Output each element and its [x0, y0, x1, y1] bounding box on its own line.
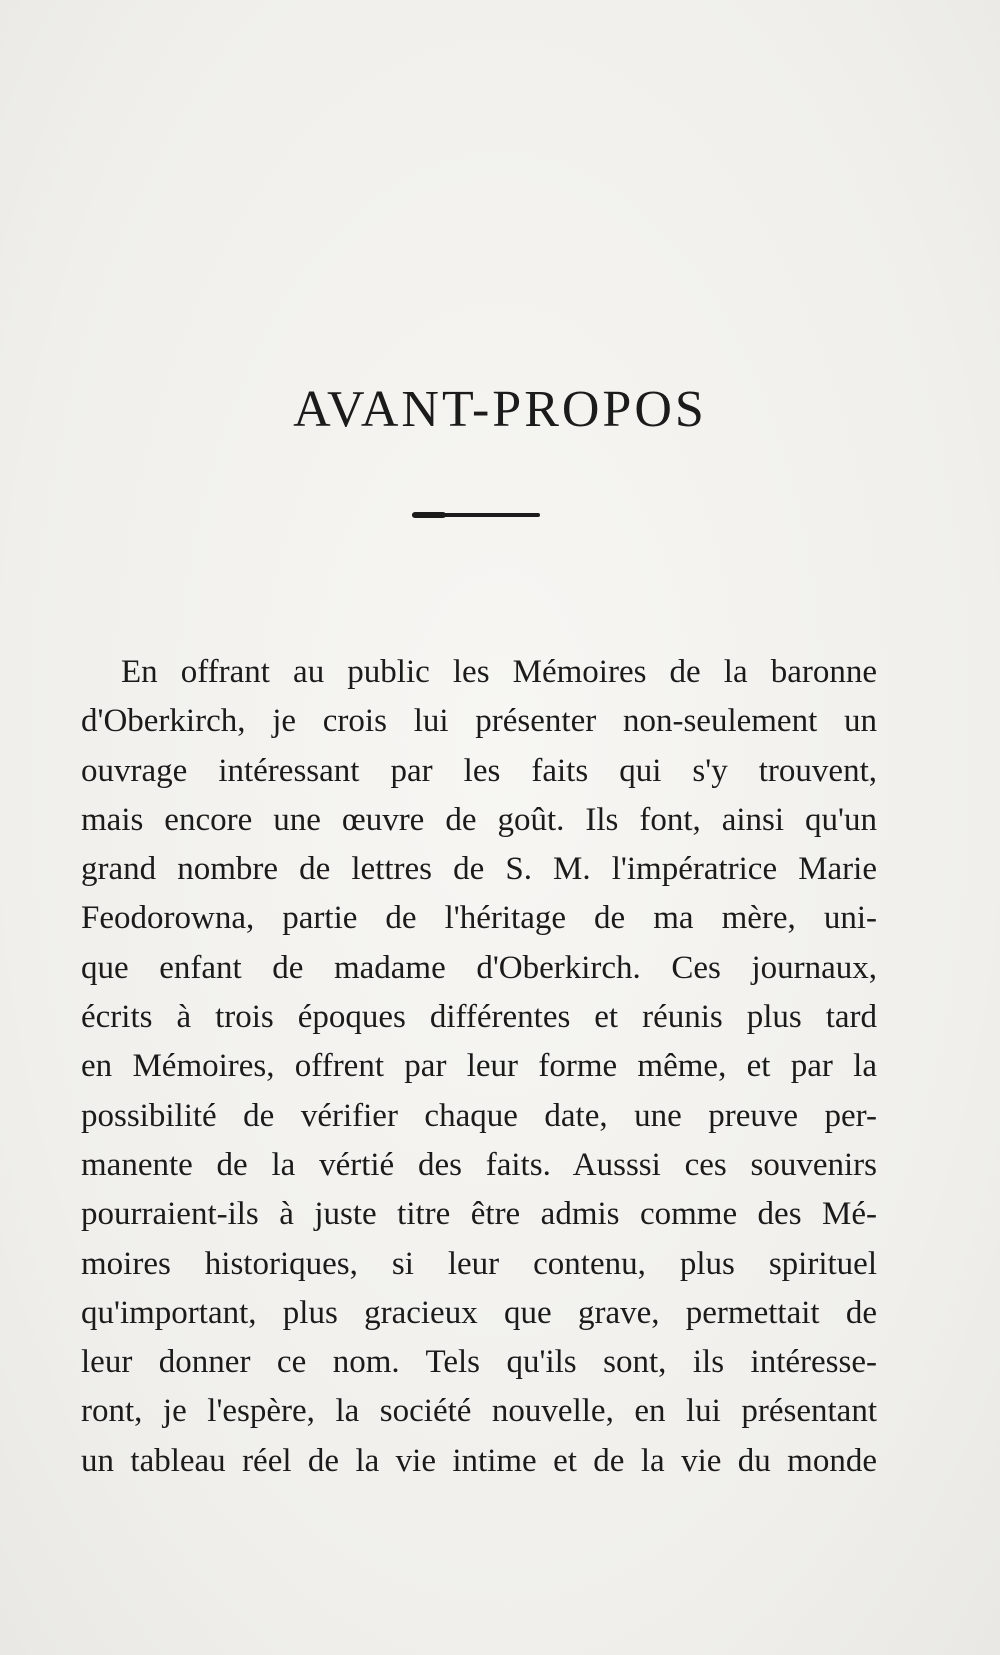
paragraph-line: En offrant au public les Mémoires de la baronne — [121, 654, 877, 690]
paragraph-line: grand nombre de lettres de S. M. l'impératrice Marie — [81, 851, 877, 888]
paragraph-line: d'Oberkirch, je crois lui présenter non-seulement un — [81, 703, 877, 740]
paragraph-line: Feodorowna, partie de l'héritage de ma mère, uni- — [81, 900, 877, 937]
paragraph-line: ouvrage intéressant par les faits qui s'y trouvent, — [81, 752, 877, 789]
paragraph-line: leur donner ce nom. Tels qu'ils sont, ils intéresse- — [81, 1344, 877, 1381]
paragraph-line: moires historiques, si leur contenu, plus spirituel — [81, 1245, 877, 1282]
paragraph-line: un tableau réel de la vie intime et de la vie du monde — [81, 1442, 877, 1479]
paragraph-line: ront, je l'espère, la société nouvelle, en lui présentant — [81, 1393, 877, 1430]
paragraph-line: pourraient-ils à juste titre être admis comme des Mé- — [81, 1196, 877, 1233]
paragraph-line: qu'important, plus gracieux que grave, permettait de — [81, 1294, 877, 1331]
paragraph-line: que enfant de madame d'Oberkirch. Ces journaux, — [81, 949, 877, 986]
paragraph-line: possibilité de vérifier chaque date, une preuve per- — [81, 1097, 877, 1134]
title-rule-ornament — [412, 513, 540, 517]
paragraph-line: en Mémoires, offrent par leur forme même, et par la — [81, 1048, 877, 1085]
paragraph-line: mais encore une œuvre de goût. Ils font, ainsi qu'un — [81, 801, 877, 838]
paragraph-line: manente de la vértié des faits. Ausssi ces souvenirs — [81, 1146, 877, 1183]
paragraph-line: écrits à trois époques différentes et réunis plus tard — [81, 999, 877, 1036]
preface-paragraph — [81, 648, 877, 1486]
chapter-title: AVANT-PROPOS — [293, 381, 707, 438]
